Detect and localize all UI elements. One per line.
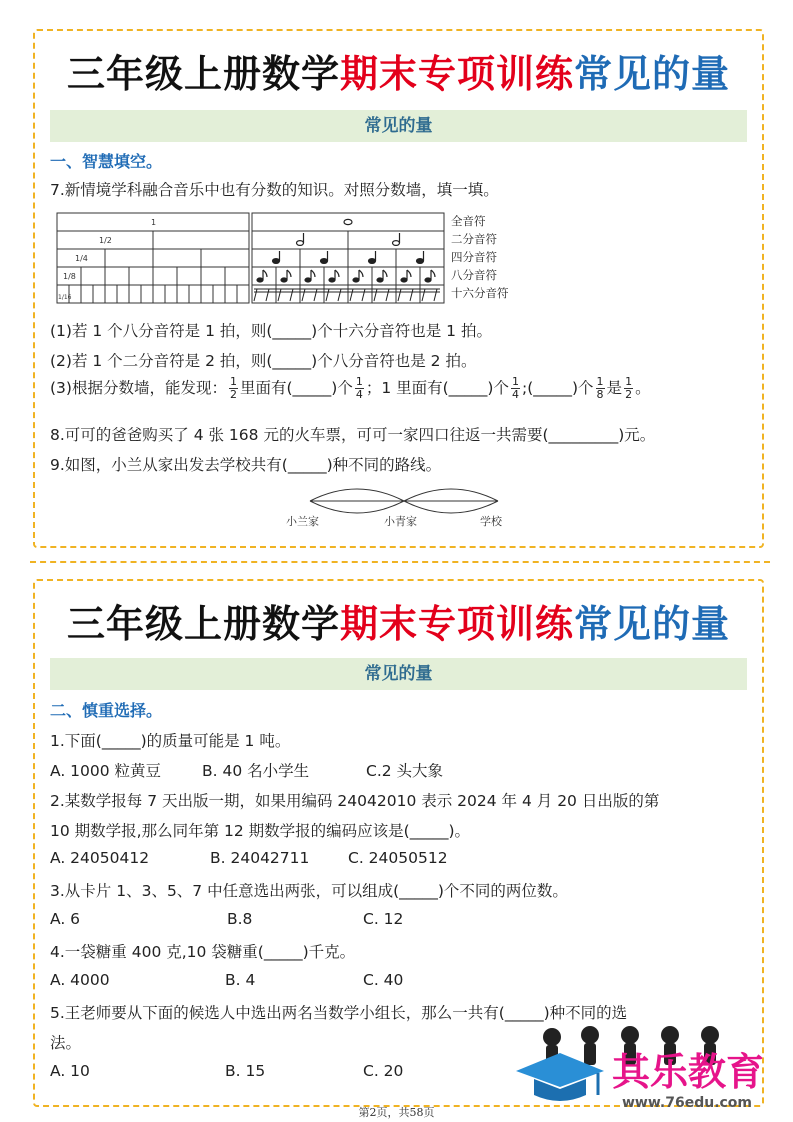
section-heading: 二、慎重选择。 bbox=[50, 701, 163, 720]
question-5-line-2: 法。 bbox=[50, 1034, 82, 1052]
option-c: C. 24050512 bbox=[348, 849, 448, 867]
question-7-1: (1)若 1 个八分音符是 1 拍，则(_____)个十六分音符也是 1 拍。 bbox=[50, 322, 492, 340]
route-label-start: 小兰家 bbox=[286, 515, 319, 528]
wall-label-sixteenth: 1/16 bbox=[58, 294, 72, 301]
option-c: C. 40 bbox=[363, 971, 404, 989]
fraction-quarter: $\frac{1}{4}$ bbox=[355, 375, 363, 401]
route-diagram bbox=[280, 477, 520, 529]
option-a: A. 4000 bbox=[50, 971, 110, 989]
question-7-2: (2)若 1 个二分音符是 2 拍，则(_____)个八分音符也是 2 拍。 bbox=[50, 352, 477, 370]
whole-note-icon bbox=[344, 219, 352, 224]
page-footer: 第2页，共58页 bbox=[358, 1106, 435, 1119]
question-1: 1.下面(_____)的质量可能是 1 吨。 bbox=[50, 732, 291, 750]
wall-label-half: 1/2 bbox=[99, 236, 112, 245]
question-4: 4.一袋糖重 400 克,10 袋糖重(_____)千克。 bbox=[50, 943, 356, 961]
fraction-eighth: $\frac{1}{8}$ bbox=[596, 375, 604, 401]
question-2-line-1: 2.某数学报每 7 天出版一期，如果用编码 24042010 表示 2024 年 4 月 20 日出版的第 bbox=[50, 792, 660, 810]
option-c: C. 12 bbox=[363, 910, 404, 928]
fraction-quarter: $\frac{1}{4}$ bbox=[511, 375, 519, 401]
worksheet-card-1 bbox=[33, 29, 764, 548]
wall-label-whole: 1 bbox=[151, 218, 157, 227]
fraction-half: $\frac{1}{2}$ bbox=[229, 375, 237, 401]
option-a: A. 1000 粒黄豆 bbox=[50, 762, 162, 780]
question-3: 3.从卡片 1、3、5、7 中任意选出两张，可以组成(_____)个不同的两位数。 bbox=[50, 882, 568, 900]
wall-name-half: 二分音符 bbox=[451, 232, 497, 246]
option-c: C. 20 bbox=[363, 1062, 404, 1080]
option-b: B. 24042711 bbox=[210, 849, 310, 867]
topic-bar: 常见的量 bbox=[50, 110, 747, 142]
option-c: C.2 头大象 bbox=[366, 762, 444, 780]
page-title: 三年级上册数学期末专项训练常见的量 bbox=[66, 52, 731, 96]
brand-url: www.76edu.com bbox=[622, 1095, 753, 1111]
wall-name-sixteenth: 十六分音符 bbox=[451, 286, 509, 300]
brand-name: 其乐教育 bbox=[612, 1050, 765, 1094]
sixteenth-note-icon bbox=[254, 289, 440, 301]
wall-name-eighth: 八分音符 bbox=[451, 268, 497, 282]
page-title: 三年级上册数学期末专项训练常见的量 bbox=[66, 602, 731, 646]
option-b: B.8 bbox=[227, 910, 253, 928]
option-b: B. 4 bbox=[225, 971, 256, 989]
brand-watermark bbox=[512, 1023, 782, 1113]
option-b: B. 15 bbox=[225, 1062, 266, 1080]
graduation-cap-icon bbox=[512, 1023, 782, 1113]
wall-label-quarter: 1/4 bbox=[75, 254, 88, 263]
question-2-line-2: 10 期数学报,那么同年第 12 期数学报的编码应该是(_____)。 bbox=[50, 822, 471, 840]
question-7-3: (3)根据分数墙，能发现： $\frac{1}{2}$ 里面有(_____)个 $\frac{1}{4}$ ；1 里面有(_____)个 $\frac{1}{4}$ ;(_____)个 $\frac{1}{8}$ 是 $\frac{1}{2}$ 。 bbox=[50, 375, 651, 401]
option-b: B. 40 名小学生 bbox=[202, 762, 310, 780]
question-5-line-1: 5.王老师要从下面的候选人中选出两名当数学小组长，那么一共有(_____)种不同的选 bbox=[50, 1004, 628, 1022]
route-label-end: 学校 bbox=[480, 515, 502, 528]
topic-bar: 常见的量 bbox=[50, 658, 747, 690]
wall-name-whole: 全音符 bbox=[451, 214, 486, 228]
option-a: A. 24050412 bbox=[50, 849, 150, 867]
wall-name-quarter: 四分音符 bbox=[451, 250, 497, 264]
section-heading: 一、智慧填空。 bbox=[50, 152, 163, 171]
question-7: 7.新情境学科融合音乐中也有分数的知识。对照分数墙，填一填。 bbox=[50, 181, 499, 199]
option-a: A. 10 bbox=[50, 1062, 90, 1080]
fraction-half: $\frac{1}{2}$ bbox=[625, 375, 633, 401]
fraction-wall-diagram bbox=[55, 211, 535, 305]
route-label-middle: 小青家 bbox=[384, 515, 417, 528]
card-separator bbox=[30, 561, 770, 563]
question-8: 8.可可的爸爸购买了 4 张 168 元的火车票，可可一家四口往返一共需要(_________)元。 bbox=[50, 426, 656, 444]
wall-label-eighth: 1/8 bbox=[63, 272, 76, 281]
eighth-note-icon bbox=[257, 270, 435, 282]
option-a: A. 6 bbox=[50, 910, 81, 928]
question-9: 9.如图，小兰从家出发去学校共有(_____)种不同的路线。 bbox=[50, 456, 442, 474]
